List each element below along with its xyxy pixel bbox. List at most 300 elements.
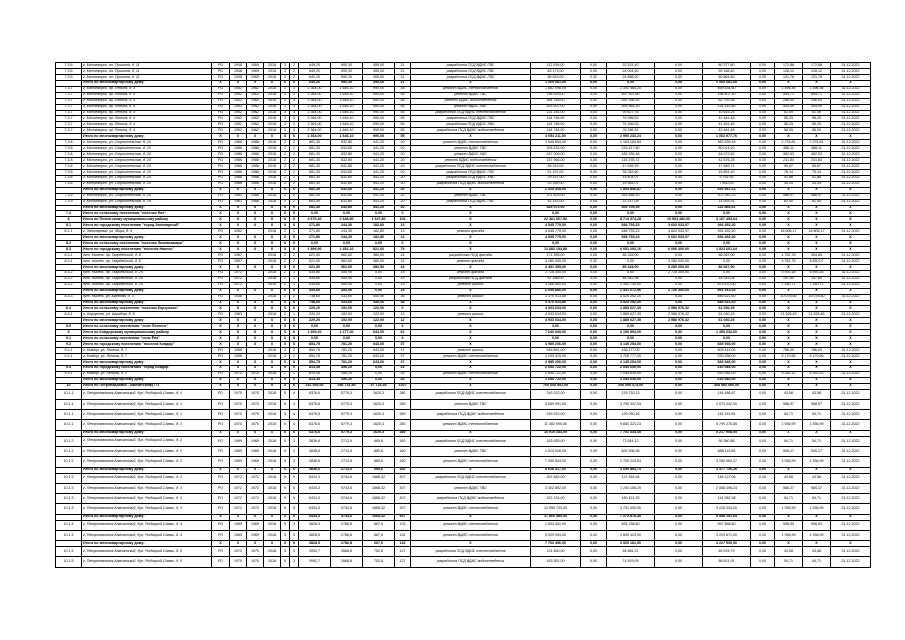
cell-c14: 533 507,00 bbox=[531, 104, 581, 110]
cell-num: 7.3.7 bbox=[56, 86, 82, 92]
cell-c17: 2 986 976,32 bbox=[655, 306, 703, 312]
cell-c17: 0,00 bbox=[655, 324, 703, 330]
cell-c14: 322 134,00 bbox=[531, 494, 581, 504]
cell-addr: Итого по Петропавловск - Камчатскому ГО bbox=[82, 383, 212, 389]
cell-c9: 2 364,00 bbox=[299, 110, 331, 116]
cell-c22: X bbox=[831, 205, 871, 211]
cell-c15: 0,00 bbox=[581, 128, 607, 134]
cell-c17: 0,00 bbox=[655, 276, 703, 282]
cell-c6: X bbox=[264, 383, 281, 389]
cell-c4: 1969 bbox=[230, 436, 247, 446]
cell-c4: 1983 bbox=[230, 312, 247, 318]
cell-c22: 31.12.2022 bbox=[831, 530, 871, 540]
cell-c3: РО bbox=[212, 312, 230, 318]
cell-c22: 31.12.2022 bbox=[831, 557, 871, 567]
cell-c7: X bbox=[281, 541, 290, 547]
cell-c14: 22 361 607,80 bbox=[531, 217, 581, 223]
cell-c13: разработка ПСД ВДИС ГВС bbox=[411, 74, 531, 80]
cell-c11: 441,20 bbox=[363, 158, 395, 164]
cell-c9: 2 364,00 bbox=[299, 104, 331, 110]
cell-c13: разработка ПСД фасада bbox=[411, 276, 531, 282]
cell-c13: ремонт крыши bbox=[411, 294, 531, 300]
cell-c9: 3836,6 bbox=[299, 457, 331, 467]
cell-c6: X bbox=[264, 359, 281, 365]
cell-c8: 4 bbox=[290, 389, 299, 399]
cell-c10: 0,00 bbox=[331, 336, 363, 342]
cell-c16: 129 733,13 bbox=[607, 389, 655, 399]
cell-c17: 0,00 bbox=[655, 152, 703, 158]
cell-c9: 2 364,00 bbox=[299, 98, 331, 104]
cell-addr: Итого по многоквартирному дому: bbox=[82, 467, 212, 473]
cell-c6: X bbox=[264, 217, 281, 223]
cell-c9: 649,20 bbox=[299, 80, 331, 86]
cell-c8: 2 bbox=[290, 63, 299, 69]
cell-c12: 0 bbox=[395, 211, 411, 217]
cell-c15: 0,00 bbox=[581, 300, 607, 306]
cell-c6: 2018 bbox=[264, 446, 281, 456]
cell-c13: ремонт ВДИС ГВС bbox=[411, 146, 531, 152]
cell-c3: РО bbox=[212, 410, 230, 420]
cell-c9: 229,20 bbox=[299, 312, 331, 318]
cell-c6: 2018 bbox=[264, 128, 281, 134]
cell-c16: 19 404,07 bbox=[607, 175, 655, 181]
cell-addr: г. Ковдор, ул. Ленина, д. 7 bbox=[82, 348, 212, 354]
cell-c11: 0,00 bbox=[363, 276, 395, 282]
cell-c3: X bbox=[212, 187, 230, 193]
cell-c3: РО bbox=[212, 175, 230, 181]
cell-addr: г. Ковдор, ул. Ленина, д. 7 bbox=[82, 353, 212, 359]
cell-c20: 256,04 bbox=[775, 98, 803, 104]
cell-c15: 0,00 bbox=[581, 420, 607, 430]
cell-c8: 1 bbox=[290, 276, 299, 282]
cell-c12: 55 bbox=[395, 134, 411, 140]
cell-addr: Итого по многоквартирному дому: bbox=[82, 377, 212, 383]
cell-c7: 5 bbox=[281, 483, 290, 493]
cell-c17: 0,00 bbox=[655, 80, 703, 86]
cell-c19: 0,00 bbox=[751, 457, 775, 467]
cell-c13: X bbox=[411, 430, 531, 436]
cell-num: 10.1.5 bbox=[56, 557, 82, 567]
cell-c21: X bbox=[803, 264, 831, 270]
cell-c4: X bbox=[230, 205, 247, 211]
cell-c14: 267 682,00 bbox=[531, 473, 581, 483]
cell-c12: 20 bbox=[395, 140, 411, 146]
cell-c10: 1 646,10 bbox=[331, 110, 363, 116]
cell-c10: 632,80 bbox=[331, 158, 363, 164]
cell-c21: X bbox=[803, 336, 831, 342]
cell-c20: 54,71 bbox=[775, 557, 803, 567]
cell-c20: 43,58 bbox=[775, 473, 803, 483]
cell-c22: X bbox=[831, 306, 871, 312]
cell-c19: 0,00 bbox=[751, 68, 775, 74]
cell-c13: разработка ПСД ВДИС теплоснабжения bbox=[411, 163, 531, 169]
cell-c15: 0,00 bbox=[581, 140, 607, 146]
cell-c22: X bbox=[831, 223, 871, 229]
cell-c14: 765 045 502,00 bbox=[531, 383, 581, 389]
cell-c9: 0,00 bbox=[299, 241, 331, 247]
cell-c13: ремонт ВДИС ГВС bbox=[411, 193, 531, 199]
cell-c15: 0,00 bbox=[581, 253, 607, 259]
cell-c14: 249 222,00 bbox=[531, 410, 581, 420]
table-body bbox=[56, 63, 871, 568]
cell-c17: 0,00 bbox=[655, 457, 703, 467]
cell-num: 8.3.1 bbox=[56, 258, 82, 264]
cell-c18: 0,00 bbox=[703, 241, 751, 247]
cell-c5: 1986 bbox=[247, 158, 264, 164]
cell-c4: 1972 bbox=[230, 473, 247, 483]
cell-c20: 585,37 bbox=[775, 483, 803, 493]
cell-c22: X bbox=[831, 377, 871, 383]
table-row bbox=[56, 494, 871, 504]
cell-c13: разработка ПСД ВДИС теплоснабжения bbox=[411, 436, 531, 446]
cell-c20: 128,12 bbox=[775, 68, 803, 74]
cell-c13: разработка ПСД ВДИС ГВС bbox=[411, 63, 531, 69]
cell-addr: Итого по многоквартирному дому: bbox=[82, 514, 212, 520]
cell-c12: 132 bbox=[395, 520, 411, 530]
cell-c19: 0,00 bbox=[751, 383, 775, 389]
cell-c13: ремонт ВДИС ХВС bbox=[411, 152, 531, 158]
cell-c21: 43,58 bbox=[803, 389, 831, 399]
table-row bbox=[56, 457, 871, 467]
cell-c12: 25 bbox=[395, 377, 411, 383]
cell-c13: разработка ПСД ВДИС ГВС bbox=[411, 199, 531, 205]
cell-c6: 2018 bbox=[264, 229, 281, 235]
cell-c16: 3 525 181,50 bbox=[607, 541, 655, 547]
cell-num: 8.3.2 bbox=[56, 276, 82, 282]
cell-c11: 643,00 bbox=[363, 359, 395, 365]
cell-c10: 192,00 bbox=[331, 306, 363, 312]
cell-c18: 144 488,87 bbox=[703, 389, 751, 399]
cell-c14: 124 460,00 bbox=[531, 547, 581, 557]
cell-num: 7.3.8 bbox=[56, 181, 82, 187]
cell-c12: 25 bbox=[395, 371, 411, 377]
cell-c3: РО bbox=[212, 457, 230, 467]
cell-num: 7.3.6 bbox=[56, 63, 82, 69]
cell-c9: 6434,3 bbox=[299, 504, 331, 514]
cell-c5: X bbox=[247, 247, 264, 253]
cell-c11: 990,00 bbox=[363, 98, 395, 104]
cell-c18: 330 538,00 bbox=[703, 353, 751, 359]
cell-num: 8.3.1 bbox=[56, 253, 82, 259]
cell-c18: 0,00 bbox=[703, 336, 751, 342]
cell-c3: X bbox=[212, 467, 230, 473]
cell-c22: 31.12.2022 bbox=[831, 92, 871, 98]
cell-c3: X bbox=[212, 324, 230, 330]
cell-c14: 163 925,00 bbox=[531, 436, 581, 446]
cell-c9: 271,80 bbox=[299, 223, 331, 229]
cell-c15: 0,00 bbox=[581, 276, 607, 282]
cell-c17: 0,00 bbox=[655, 514, 703, 520]
cell-c17: 0,00 bbox=[655, 253, 703, 259]
cell-c8: 2 bbox=[290, 199, 299, 205]
cell-c15: 0,00 bbox=[581, 146, 607, 152]
cell-c12: 36 bbox=[395, 294, 411, 300]
cell-c20: 594,71 bbox=[775, 92, 803, 98]
cell-c3: РО bbox=[212, 530, 230, 540]
cell-c10: 5744,6 bbox=[331, 504, 363, 514]
cell-c18: 88 621,91 bbox=[703, 557, 751, 567]
table-row bbox=[56, 473, 871, 483]
cell-c6: X bbox=[264, 247, 281, 253]
cell-c9: 3992,7 bbox=[299, 557, 331, 567]
cell-c20: 95,87 bbox=[775, 163, 803, 169]
cell-c4: 1952 bbox=[230, 229, 247, 235]
cell-c13: ремонт ВДИС ГВС bbox=[411, 483, 531, 493]
cell-c13: X bbox=[411, 134, 531, 140]
cell-c7: 2 bbox=[281, 253, 290, 259]
cell-c22: 31.12.2022 bbox=[831, 371, 871, 377]
cell-c14: 4 933 634,00 bbox=[531, 312, 581, 318]
cell-addr: Итого по многоквартирному дому: bbox=[82, 264, 212, 270]
cell-c21: 585,37 bbox=[803, 483, 831, 493]
cell-c15: 0,00 bbox=[581, 457, 607, 467]
cell-c15: 0,00 bbox=[581, 199, 607, 205]
cell-c20: X bbox=[775, 235, 803, 241]
cell-addr: г. Петропавловск-Камчатский, бул. Рыбацкой Славы, д. 3 bbox=[82, 473, 212, 483]
cell-c8: X bbox=[290, 306, 299, 312]
cell-c22: 31.12.2022 bbox=[831, 104, 871, 110]
cell-c15: 0,00 bbox=[581, 473, 607, 483]
cell-c12: 132 bbox=[395, 530, 411, 540]
cell-addr: г. Мончегорск, ул. Строительная, д. 24 bbox=[82, 181, 212, 187]
cell-c7: X bbox=[281, 247, 290, 253]
cell-addr: г. Мончегорск, пр. Ленина, д. 4 bbox=[82, 116, 212, 122]
cell-num: 7.3.9 bbox=[56, 193, 82, 199]
cell-c18: 0,00 bbox=[703, 258, 751, 264]
cell-c10: 632,80 bbox=[331, 187, 363, 193]
cell-c7: 3 bbox=[281, 348, 290, 354]
cell-c4: 1969 bbox=[230, 530, 247, 540]
cell-addr: г. Мончегорск, пл. Пушкина, д. 11 bbox=[82, 68, 212, 74]
cell-c11: 990,00 bbox=[363, 104, 395, 110]
cell-c7: 2 bbox=[281, 140, 290, 146]
cell-c16: 263 488,30 bbox=[607, 193, 655, 199]
cell-c21: 5 170,66 bbox=[803, 353, 831, 359]
cell-c9: 535,80 bbox=[299, 276, 331, 282]
table-row bbox=[56, 504, 871, 514]
cell-c10: 244,30 bbox=[331, 223, 363, 229]
cell-c8: 3 bbox=[290, 116, 299, 122]
cell-addr: пгт. Никель, пр. Гвардейский, д. 25 bbox=[82, 282, 212, 288]
cell-c9: 681,30 bbox=[299, 152, 331, 158]
cell-c22: 31.12.2022 bbox=[831, 199, 871, 205]
cell-c20: 505,27 bbox=[775, 446, 803, 456]
cell-c5: X bbox=[247, 342, 264, 348]
cell-c17: 0,00 bbox=[655, 68, 703, 74]
cell-c19: 0,00 bbox=[751, 92, 775, 98]
cell-c13: X bbox=[411, 467, 531, 473]
cell-c13: ремонт ВДИС ГВС bbox=[411, 399, 531, 409]
cell-c3: РО bbox=[212, 436, 230, 446]
cell-c22: 31.12.2022 bbox=[831, 98, 871, 104]
cell-c9: 3828,5 bbox=[299, 530, 331, 540]
cell-c7: 2 bbox=[281, 175, 290, 181]
cell-c5: 1986 bbox=[247, 169, 264, 175]
cell-c7: 2 bbox=[281, 146, 290, 152]
cell-c11: 1 647,80 bbox=[363, 217, 395, 223]
cell-c16: 399 364,20 bbox=[607, 104, 655, 110]
cell-c22: X bbox=[831, 365, 871, 371]
cell-c13: ремонт ВДИС теплоснабжения bbox=[411, 86, 531, 92]
cell-c15: 0,00 bbox=[581, 312, 607, 318]
cell-c14: 0,00 bbox=[531, 336, 581, 342]
cell-c21: X bbox=[803, 288, 831, 294]
cell-c6: 2018 bbox=[264, 122, 281, 128]
cell-c18: 1 450 034,00 bbox=[703, 330, 751, 336]
cell-c10: 632,80 bbox=[331, 205, 363, 211]
cell-c20: 61,49 bbox=[775, 110, 803, 116]
cell-c16: 1 392 463,20 bbox=[607, 86, 655, 92]
cell-c8: 2 bbox=[290, 181, 299, 187]
cell-c15: 0,00 bbox=[581, 264, 607, 270]
cell-c6: 2018 bbox=[264, 282, 281, 288]
cell-c4: X bbox=[230, 318, 247, 324]
cell-c21: 786,00 bbox=[803, 348, 831, 354]
cell-c5: X bbox=[247, 288, 264, 294]
cell-c19: 0,00 bbox=[751, 541, 775, 547]
cell-c21: 1 936,99 bbox=[803, 457, 831, 467]
cell-c8: 2 bbox=[290, 68, 299, 74]
cell-c20: 172,88 bbox=[775, 63, 803, 69]
cell-c11: 821,00 bbox=[363, 247, 395, 253]
cell-c3: X bbox=[212, 359, 230, 365]
cell-c14: 364 789,00 bbox=[531, 98, 581, 104]
cell-c16: 2 045 640,00 bbox=[607, 365, 655, 371]
cell-c13: X bbox=[411, 235, 531, 241]
cell-c15: 0,00 bbox=[581, 318, 607, 324]
table-row bbox=[56, 520, 871, 530]
cell-c18: 394 452,40 bbox=[703, 223, 751, 229]
cell-c6: X bbox=[264, 80, 281, 86]
cell-c16: 1 804 846,87 bbox=[607, 187, 655, 193]
cell-c21: 56,25 bbox=[803, 116, 831, 122]
cell-c6: 2018 bbox=[264, 420, 281, 430]
cell-c21: 5 352,12 bbox=[803, 371, 831, 377]
cell-c21: 54,71 bbox=[803, 436, 831, 446]
cell-c7: 3 bbox=[281, 353, 290, 359]
cell-c7: 2 bbox=[281, 199, 290, 205]
cell-c11: 1668,32 bbox=[363, 504, 395, 514]
cell-c6: 2018 bbox=[264, 504, 281, 514]
cell-c14: 65 319,00 bbox=[531, 163, 581, 169]
cell-c5: X bbox=[247, 514, 264, 520]
cell-c4: X bbox=[230, 359, 247, 365]
cell-c16: 3 524 292,20 bbox=[607, 294, 655, 300]
cell-c17: 2 726 300,00 bbox=[655, 288, 703, 294]
cell-addr: г. Мончегорск, ул. Строительная, д. 24 bbox=[82, 158, 212, 164]
cell-c4: 1938 bbox=[230, 294, 247, 300]
cell-c10: 2786,8 bbox=[331, 541, 363, 547]
cell-num: 7.3.6 bbox=[56, 68, 82, 74]
cell-c16: 4 145 254,00 bbox=[607, 359, 655, 365]
cell-c20: 7 180,71 bbox=[775, 282, 803, 288]
cell-num: 10.1.3 bbox=[56, 483, 82, 493]
cell-c22: 31.12.2022 bbox=[831, 86, 871, 92]
cell-addr: Итого по городскому поселению "поселок Никель" bbox=[82, 247, 212, 253]
cell-c21: 594,71 bbox=[803, 92, 831, 98]
cell-c11: 441,20 bbox=[363, 193, 395, 199]
cell-c7: X bbox=[281, 134, 290, 140]
cell-c7: 2 bbox=[281, 163, 290, 169]
cell-c10: 590,30 bbox=[331, 63, 363, 69]
cell-c4: 1948 bbox=[230, 68, 247, 74]
cell-c17: 0,00 bbox=[655, 446, 703, 456]
cell-c6: 2018 bbox=[264, 473, 281, 483]
cell-c8: 3 bbox=[290, 110, 299, 116]
cell-addr: г. Мончегорск, ул. Строительная, д. 26 bbox=[82, 199, 212, 205]
cell-c3: РО bbox=[212, 420, 230, 430]
cell-c12: 307 bbox=[395, 473, 411, 483]
cell-c7: 3 bbox=[281, 92, 290, 98]
cell-c5: 1969 bbox=[247, 436, 264, 446]
cell-num: 10.1.3 bbox=[56, 473, 82, 483]
cell-c12: 20 bbox=[395, 199, 411, 205]
cell-c15: 0,00 bbox=[581, 63, 607, 69]
cell-addr: Итого по Ковдорскому муниципальному району bbox=[82, 330, 212, 336]
cell-c13: разработка ПСД ВДИС ХВС bbox=[411, 122, 531, 128]
cell-c18: 382 639,16 bbox=[703, 140, 751, 146]
cell-c22: X bbox=[831, 318, 871, 324]
cell-c20: X bbox=[775, 365, 803, 371]
cell-c12: 280 bbox=[395, 410, 411, 420]
cell-c4: 1952 bbox=[230, 86, 247, 92]
cell-c22: 31.12.2022 bbox=[831, 282, 871, 288]
cell-c17: 0,00 bbox=[655, 359, 703, 365]
cell-c14: 423 572,00 bbox=[531, 205, 581, 211]
cell-c21: 172,88 bbox=[803, 63, 831, 69]
cell-c11: 455,00 bbox=[363, 68, 395, 74]
cell-c16: 6 190 894,00 bbox=[607, 330, 655, 336]
cell-c16: 300 705,39 bbox=[607, 205, 655, 211]
cell-c16: 2 045 640,00 bbox=[607, 371, 655, 377]
cell-c17: 0,00 bbox=[655, 300, 703, 306]
cell-c12: 25 bbox=[395, 365, 411, 371]
cell-c7: X bbox=[281, 430, 290, 436]
cell-c17: 3 280 000,00 bbox=[655, 264, 703, 270]
cell-c19: 0,00 bbox=[751, 181, 775, 187]
cell-c15: 0,00 bbox=[581, 494, 607, 504]
cell-c7: 5 bbox=[281, 494, 290, 504]
cell-c22: 31.12.2022 bbox=[831, 520, 871, 530]
cell-c16: 37 217,09 bbox=[607, 199, 655, 205]
cell-c6: 2018 bbox=[264, 199, 281, 205]
cell-c3: РО bbox=[212, 146, 230, 152]
cell-c18: 141 962,38 bbox=[703, 494, 751, 504]
cell-c18: 4 227 539,50 bbox=[703, 541, 751, 547]
cell-c15: 0,00 bbox=[581, 389, 607, 399]
cell-c16: 548 793,23 bbox=[607, 235, 655, 241]
cell-c20: X bbox=[775, 241, 803, 247]
cell-c7: X bbox=[281, 383, 290, 389]
cell-c3: РО bbox=[212, 483, 230, 493]
cell-c8: 2 bbox=[290, 158, 299, 164]
cell-c10: 2713,5 bbox=[331, 457, 363, 467]
cell-c8: 2 bbox=[290, 146, 299, 152]
cell-c12: 20 bbox=[395, 193, 411, 199]
cell-num: 7.3.8 bbox=[56, 163, 82, 169]
cell-c17: 0,00 bbox=[655, 410, 703, 420]
cell-addr: пгт. Никель, пр. Гвардейский, д. 8 bbox=[82, 258, 212, 264]
cell-c7: 5 bbox=[281, 457, 290, 467]
cell-c7: X bbox=[281, 235, 290, 241]
cell-c6: 2018 bbox=[264, 74, 281, 80]
cell-c15: 0,00 bbox=[581, 80, 607, 86]
cell-c6: 2018 bbox=[264, 436, 281, 446]
cell-c16: 1 885 627,39 bbox=[607, 318, 655, 324]
cell-c22: X bbox=[831, 264, 871, 270]
cell-c11: 0,00 bbox=[363, 270, 395, 276]
cell-num: 8.2 bbox=[56, 241, 82, 247]
